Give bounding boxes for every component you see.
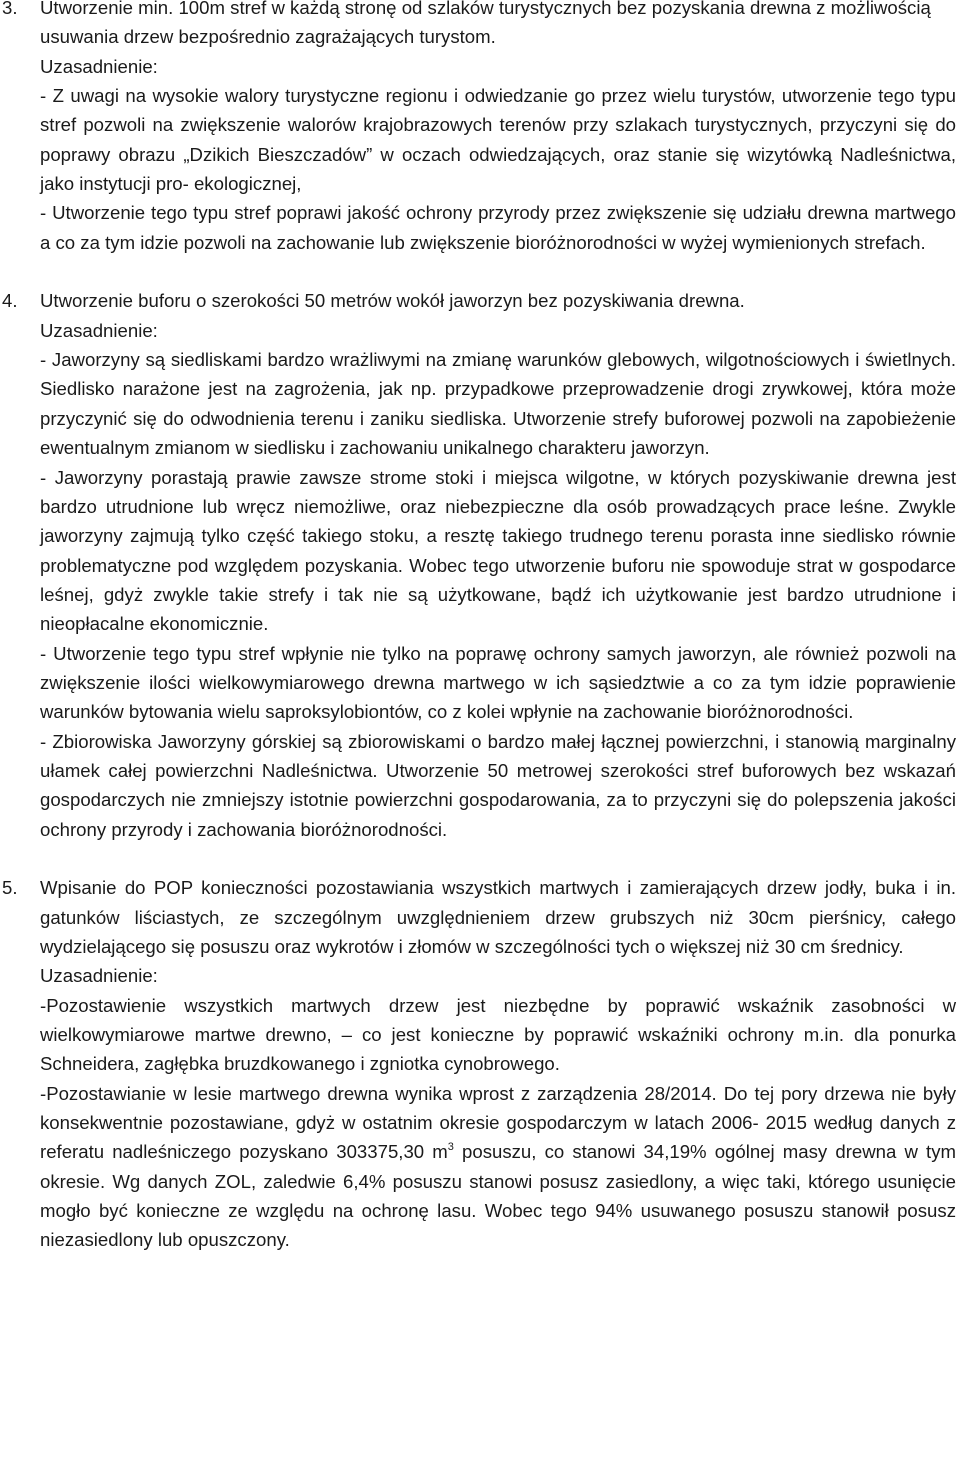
justification-label: Uzasadnienie: <box>40 319 158 341</box>
item-number: 5. <box>2 877 18 899</box>
justification-paragraph: - Z uwagi na wysokie walory turystyczne regionu i odwiedzanie go przez wielu turystów, utworzenie tego typu stref pozwoli na zwiększenie walorów krajobrazowych terenów przy szlakach turystycznych, przyczyni się do poprawy obrazu „Dzikich Bieszczadów” w oczach odwiedzających, oraz stanie się wizytówką Nadleśnictwa, jako instytucji pro- ekologicznej, <box>40 85 956 195</box>
justification-paragraph: - Utworzenie tego typu stref wpłynie nie tylko na poprawę ochrony samych jaworzyn, ale również pozwoli na zwiększenie ilości wielkowymiarowego drewna martwego w ich sąsiedztwie a co za tym idzie poprawienie warunków bytowania wielu saproksylobiontów, co z kolei wpłynie na zachowanie bioróżnorodności. <box>40 642 956 723</box>
justification-paragraph-last <box>40 1079 956 1255</box>
justification-paragraph: - Zbiorowiska Jaworzyny górskiej są zbiorowiskami o bardzo małej łącznej powierzchni, i stanowią marginalny ułamek całej powierzchni Nadleśnictwa. Utworzenie 50 metrowej szerokości stref buforowych bez wskazań gospodarczych nie zmniejszy istotnie powierzchni gospodarowania, za to przyczyni się do polepszenia jakości ochrony przyrody i zachowania bioróżnorodności. <box>40 730 956 840</box>
item-title: Utworzenie buforu o szerokości 50 metrów wokół jaworzyn bez pozyskiwania drewna. <box>40 290 745 312</box>
list-item-4 <box>0 286 960 844</box>
list-item-3 <box>0 0 960 257</box>
item-number: 3. <box>2 0 18 18</box>
paragraph-text: posuszu, co stanowi 34,19% ogólnej masy drewna w tym okresie. Wg danych ZOL, zaledwie 6,4% posuszu stanowi posusz zasiedlony, a więc taki, którego usunięcie mogło być konieczne ze względu na ochronę lasu. Wobec tego 94% usuwanego posuszu stanowił posusz niezasiedlony lub opuszczony. <box>40 1141 956 1251</box>
superscript: 3 <box>447 1141 454 1154</box>
justification-label: Uzasadnienie: <box>40 965 158 987</box>
paragraph-text: -Pozostawianie w lesie martwego drewna wynika wprost z zarządzenia 28/2014. Do tej pory drzewa nie były konsekwentnie pozostawiane, gdyż w ostatnim okresie gospodarczym w latach 2006- 2015 według danych z referatu nadleśniczego pozyskano 303375,30 m <box>40 1082 956 1163</box>
justification-paragraph: -Pozostawienie wszystkich martwych drzew jest niezbędne by poprawić wskaźnik zasobności w wielkowymiarowe martwe drewno, – co jest konieczne by poprawić wskaźniki ochrony m.in. dla ponurka Schneidera, zagłębka bruzdkowanego i zgniotka cynobrowego. <box>40 994 956 1075</box>
item-number: 4. <box>2 290 18 312</box>
spacer <box>0 257 960 286</box>
spacer <box>0 844 960 873</box>
justification-paragraph: - Utworzenie tego typu stref poprawi jakość ochrony przyrody przez zwiększenie się udziału drewna martwego a co za tym idzie pozwoli na zachowanie lub zwiększenie bioróżnorodności w wyżej wymienionych strefach. <box>40 202 956 253</box>
justification-paragraph: - Jaworzyny porastają prawie zawsze strome stoki i miejsca wilgotne, w których pozyskiwanie drewna jest bardzo utrudnione lub wręcz niemożliwe, oraz niebezpieczne dla osób prowadzących prace leśne. Zwykle jaworzyny zajmują tylko część takiego stoku, a resztę takiego trudnego terenu porasta inne siedlisko równie problematyczne pod względem pozyskania. Wobec tego utworzenie buforu nie spowoduje strat w gospodarce leśnej, gdyż zwykle takie strefy i tak nie są użytkowane, bądź ich użytkowanie jest bardzo utrudnione i nieopłacalne ekonomicznie. <box>40 466 956 635</box>
item-title: Utworzenie min. 100m stref w każdą stronę od szlaków turystycznych bez pozyskania drewna z możliwością usuwania drzew bezpośrednio zagrażających turystom. <box>40 0 931 48</box>
list-item-5 <box>0 873 960 1254</box>
justification-label: Uzasadnienie: <box>40 55 158 77</box>
justification-paragraph: - Jaworzyny są siedliskami bardzo wrażliwymi na zmianę warunków glebowych, wilgotnościowych i świetlnych. Siedlisko narażone jest na zagrożenia, jak np. przypadkowe przeprowadzenie drogi zrywkowej, która może przyczynić się do odwodnienia terenu i zaniku siedliska. Utworzenie strefy buforowej pozwoli na zapobieżenie ewentualnym zmianom w siedlisku i zachowaniu unikalnego charakteru jaworzyn. <box>40 349 956 459</box>
item-title: Wpisanie do POP konieczności pozostawiania wszystkich martwych i zamierających drzew jodły, buka i in. gatunków liściastych, ze szczególnym uwzględnieniem drzew grubszych niż 30cm pierśnicy, całego wydzielającego się posuszu oraz wykrotów i złomów w szczególności tych o większej niż 30 cm średnicy. <box>40 877 956 957</box>
